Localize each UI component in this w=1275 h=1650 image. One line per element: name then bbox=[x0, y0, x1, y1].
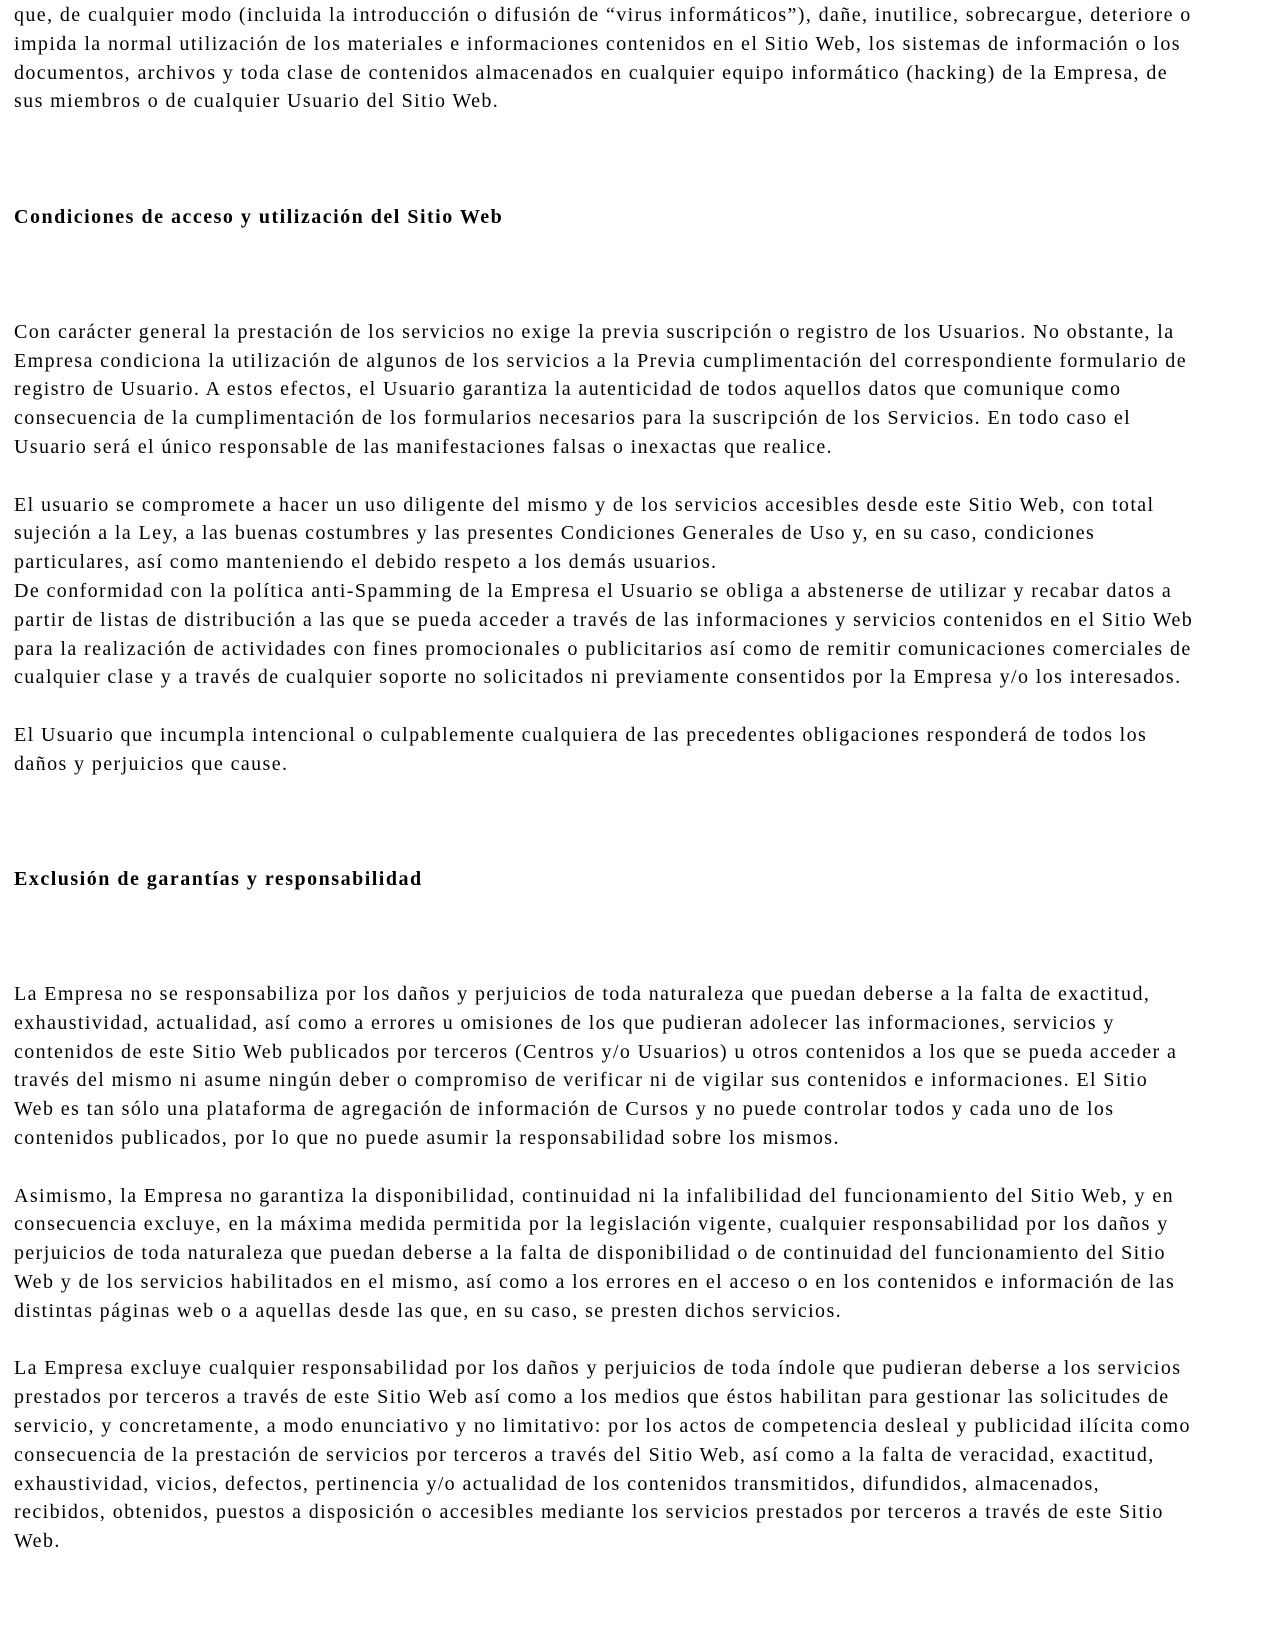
paragraph-incumplimiento bbox=[14, 721, 1267, 779]
text-line: que, de cualquier modo (incluida la introducción o difusión de “virus informáticos”), dañe, inutilice, sobrecargue, deteriore o bbox=[14, 4, 1192, 26]
heading-exclusion-garantias bbox=[14, 865, 1267, 894]
text-line: La Empresa no se responsabiliza por los daños y perjuicios de toda naturaleza que puedan deberse a la falta de exactitud, bbox=[14, 983, 1151, 1006]
text-line: daños y perjuicios que cause. bbox=[14, 752, 289, 775]
text-line: Asimismo, la Empresa no garantiza la disponibilidad, continuidad ni la infalibilidad del funcionamiento del Sitio Web, y en bbox=[14, 1184, 1175, 1207]
text-line: sujeción a la Ley, a las buenas costumbres y las presentes Condiciones Generales de Uso y, en su caso, condiciones bbox=[14, 522, 1096, 545]
text-line: para la realización de actividades con fines promocionales o publicitarios así como de remitir comunicaciones comerciales de bbox=[14, 637, 1192, 660]
text-line: consecuencia de la prestación de servicios por terceros a través del Sitio Web, así como a la falta de veracidad, exactitud, bbox=[14, 1443, 1155, 1466]
paragraph-anti-spamming bbox=[14, 577, 1267, 692]
heading-line: Condiciones de acceso y utilización del Sitio Web bbox=[14, 205, 504, 228]
text-line: impida la normal utilización de los materiales e informaciones contenidos en el Sitio Web, los sistemas de información o los bbox=[14, 32, 1181, 55]
paragraph-uso-diligente bbox=[14, 491, 1267, 577]
text-line: exhaustividad, vicios, defectos, pertinencia y/o actualidad de los contenidos transmitidos, difundidos, almacenados, bbox=[14, 1472, 1101, 1495]
paragraph-virus-hacking bbox=[14, 1, 1267, 116]
text-line: Empresa condiciona la utilización de algunos de los servicios a la Previa cumplimentación del correspondiente formulario de bbox=[14, 349, 1187, 372]
heading-line: Exclusión de garantías y responsabilidad bbox=[14, 867, 423, 890]
text-line: partir de listas de distribución a las que se pueda acceder a través de las informaciones y servicios contenidos en el Sitio Web bbox=[14, 608, 1194, 631]
text-line: El Usuario que incumpla intencional o culpablemente cualquiera de las precedentes obligaciones responderá de todos los bbox=[14, 723, 1148, 746]
text-line: través del mismo ni asume ningún deber o compromiso de verificar ni de vigilar sus contenidos e informaciones. El Sitio bbox=[14, 1069, 1149, 1092]
heading-condiciones-acceso bbox=[14, 203, 1267, 232]
text-line: De conformidad con la política anti-Spamming de la Empresa el Usuario se obliga a abstenerse de utilizar y recabar datos a bbox=[14, 579, 1173, 602]
text-line: documentos, archivos y toda clase de contenidos almacenados en cualquier equipo informático (hacking) de la Empresa, de bbox=[14, 61, 1169, 84]
text-line: contenidos publicados, por lo que no puede asumir la responsabilidad sobre los mismos. bbox=[14, 1127, 840, 1150]
text-line: cualquier clase y a través de cualquier soporte no solicitados ni previamente consentidos por la Empresa y/o los interesados. bbox=[14, 666, 1182, 689]
text-line: Web. bbox=[14, 1530, 61, 1553]
text-line: contenidos de este Sitio Web publicados por terceros (Centros y/o Usuarios) u otros contenidos a los que se pueda acceder a bbox=[14, 1040, 1178, 1063]
text-line: consecuencia de la cumplimentación de los formularios necesarios para la suscripción de los Servicios. En todo caso el bbox=[14, 407, 1132, 430]
text-line: El usuario se compromete a hacer un uso diligente del mismo y de los servicios accesibles desde este Sitio Web, con total bbox=[14, 493, 1155, 516]
paragraph-responsabilidad-contenidos bbox=[14, 980, 1267, 1153]
text-line: Usuario será el único responsable de las manifestaciones falsas o inexactas que realice. bbox=[14, 435, 834, 458]
text-line: La Empresa excluye cualquier responsabilidad por los daños y perjuicios de toda índole que pudieran deberse a los servicios bbox=[14, 1357, 1182, 1380]
text-line: Web y de los servicios habilitados en el mismo, así como a los errores en el acceso o en los contenidos e información de las bbox=[14, 1271, 1176, 1294]
paragraph-servicios-terceros bbox=[14, 1354, 1267, 1556]
text-line: consecuencia excluye, en la máxima medida permitida por la legislación vigente, cualquier responsabilidad por los daños y bbox=[14, 1213, 1169, 1236]
text-line: perjuicios de toda naturaleza que puedan deberse a la falta de disponibilidad o de continuidad del funcionamiento del Sitio bbox=[14, 1242, 1166, 1265]
text-line: particulares, así como manteniendo el debido respeto a los demás usuarios. bbox=[14, 551, 718, 574]
text-line: prestados por terceros a través de este Sitio Web así como a los medios que éstos habilitan para gestionar las solicitudes de bbox=[14, 1386, 1170, 1409]
text-line: registro de Usuario. A estos efectos, el Usuario garantiza la autenticidad de todos aquellos datos que comunique como bbox=[14, 378, 1122, 401]
text-line: servicio, y concretamente, a modo enunciativo y no limitativo: por los actos de competencia desleal y publicidad ilícita como bbox=[14, 1415, 1191, 1438]
paragraph-registro-usuarios bbox=[14, 318, 1267, 462]
text-line: sus miembros o de cualquier Usuario del Sitio Web. bbox=[14, 90, 500, 113]
text-line: Con carácter general la prestación de los servicios no exige la previa suscripción o registro de los Usuarios. No obstante, la bbox=[14, 320, 1175, 343]
text-line: recibidos, obtenidos, puestos a disposición o accesibles mediante los servicios prestados por terceros a través de este Sitio bbox=[14, 1501, 1164, 1524]
text-line: exhaustividad, actualidad, así como a errores u omisiones de los que pudieran adolecer las informaciones, servicios y bbox=[14, 1011, 1115, 1034]
text-line: Web es tan sólo una plataforma de agregación de información de Cursos y no puede controlar todos y cada uno de los bbox=[14, 1098, 1115, 1121]
text-line: distintas páginas web o a aquellas desde las que, en su caso, se presten dichos servicios. bbox=[14, 1299, 843, 1322]
paragraph-disponibilidad bbox=[14, 1182, 1267, 1326]
